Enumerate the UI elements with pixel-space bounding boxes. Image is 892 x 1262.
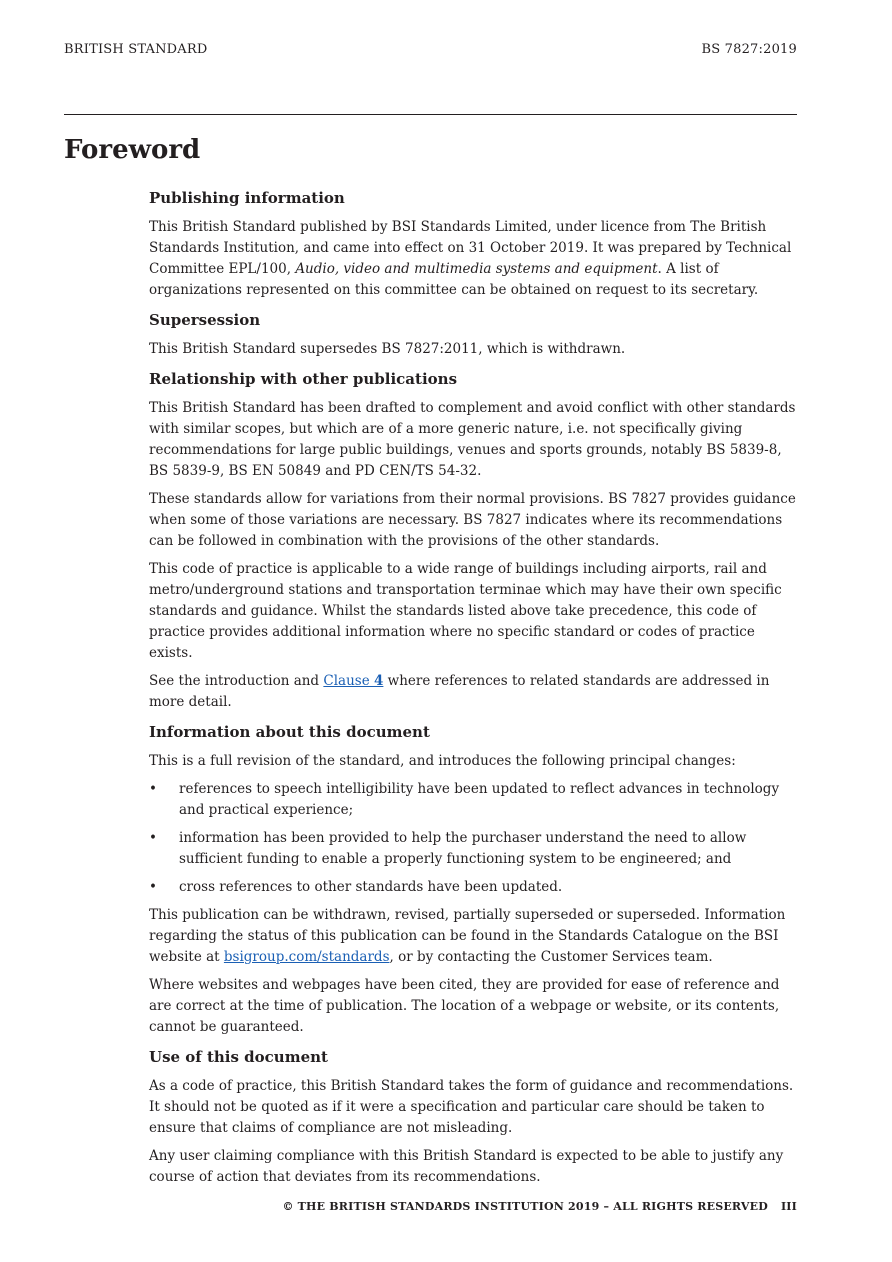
page-title: Foreword <box>64 135 201 165</box>
link-clause-number: 4 <box>373 673 384 689</box>
paragraph-text: See the introduction and <box>149 673 324 689</box>
committee-title: Audio, video and multimedia systems and equipment <box>295 261 658 277</box>
header-rule <box>64 114 797 115</box>
paragraph: This is a full revision of the standard, and introduces the following principal changes: <box>149 753 736 769</box>
paragraph <box>149 217 801 301</box>
section-supersession <box>149 308 801 360</box>
section-heading: Publishing information <box>149 189 345 207</box>
section-heading: Information about this document <box>149 723 430 741</box>
paragraph-text: where references to related standards are addressed in more detail. <box>149 673 770 710</box>
paragraph: This British Standard has been drafted to complement and avoid conflict with other standards with similar scopes, but which are of a more generic nature, i.e. not specifically giving recommendations for large public buildings, venues and sports grounds, notably BS 5839-8, BS 5839-9, BS EN 50849 and PD CEN/TS 54-32. <box>149 400 796 479</box>
section-publishing-information <box>149 186 801 301</box>
list-item: • references to speech intelligibility have been updated to reflect advances in technology and practical experience; <box>149 779 801 821</box>
link-text: Clause <box>323 673 374 689</box>
paragraph-text: This British Standard published by BSI Standards Limited, under licence from The British Standards Institution, and came into effect on 31 October 2019. It was prepared by Technical Committee EPL/100, <box>149 219 792 277</box>
section-heading: Supersession <box>149 311 261 329</box>
section-heading: Use of this document <box>149 1048 328 1066</box>
running-header <box>64 42 797 57</box>
list-item: • cross references to other standards have been updated. <box>149 877 801 898</box>
header-document-type: BRITISH STANDARD <box>64 42 208 57</box>
paragraph: As a code of practice, this British Standard takes the form of guidance and recommendations. It should not be quoted as if it were a specification and particular care should be taken to ensure that claims of compliance are not misleading. <box>149 1078 794 1136</box>
paragraph: These standards allow for variations from their normal provisions. BS 7827 provides guidance when some of those variations are necessary. BS 7827 indicates where its recommendations can be followed in combination with the provisions of the other standards. <box>149 491 796 549</box>
bsi-website-link[interactable]: bsigroup.com/standards <box>223 949 390 965</box>
section-use <box>149 1045 801 1188</box>
paragraph: This British Standard supersedes BS 7827:2011, which is withdrawn. <box>149 341 626 357</box>
foreword-body <box>149 186 801 1195</box>
section-information <box>149 720 801 1038</box>
page-footer <box>282 1200 797 1213</box>
changes-list <box>149 779 801 898</box>
paragraph: Where websites and webpages have been cited, they are provided for ease of reference and are correct at the time of publication. The location of a webpage or website, or its contents, cannot be guaranteed. <box>149 977 780 1035</box>
paragraph <box>149 671 801 713</box>
paragraph: This code of practice is applicable to a wide range of buildings including airports, rail and metro/underground stations and transportation terminae which may have their own specific standards and guidance. Whilst the standards listed above take precedence, this code of practice provides additional information where no specific standard or codes of practice exists. <box>149 561 782 661</box>
paragraph-text: This publication can be withdrawn, revised, partially superseded or superseded. Information regarding the status of this publication can be found in the Standards Catalogue on the BSI website at <box>149 907 786 965</box>
page-number: III <box>780 1200 797 1213</box>
section-heading: Relationship with other publications <box>149 370 458 388</box>
list-item: • information has been provided to help the purchaser understand the need to allow sufficient funding to enable a properly functioning system to be engineered; and <box>149 828 801 870</box>
paragraph <box>149 905 801 968</box>
paragraph-text: . A list of organizations represented on this committee can be obtained on request to its secretary. <box>149 261 759 298</box>
paragraph-text: , or by contacting the Customer Services team. <box>389 949 713 965</box>
copyright-notice: © THE BRITISH STANDARDS INSTITUTION 2019 – ALL RIGHTS RESERVED <box>282 1200 768 1213</box>
section-relationship <box>149 367 801 713</box>
clause-4-link[interactable] <box>323 673 383 689</box>
header-standard-number: BS 7827:2019 <box>701 42 797 57</box>
paragraph: Any user claiming compliance with this British Standard is expected to be able to justify any course of action that deviates from its recommendations. <box>149 1148 784 1185</box>
